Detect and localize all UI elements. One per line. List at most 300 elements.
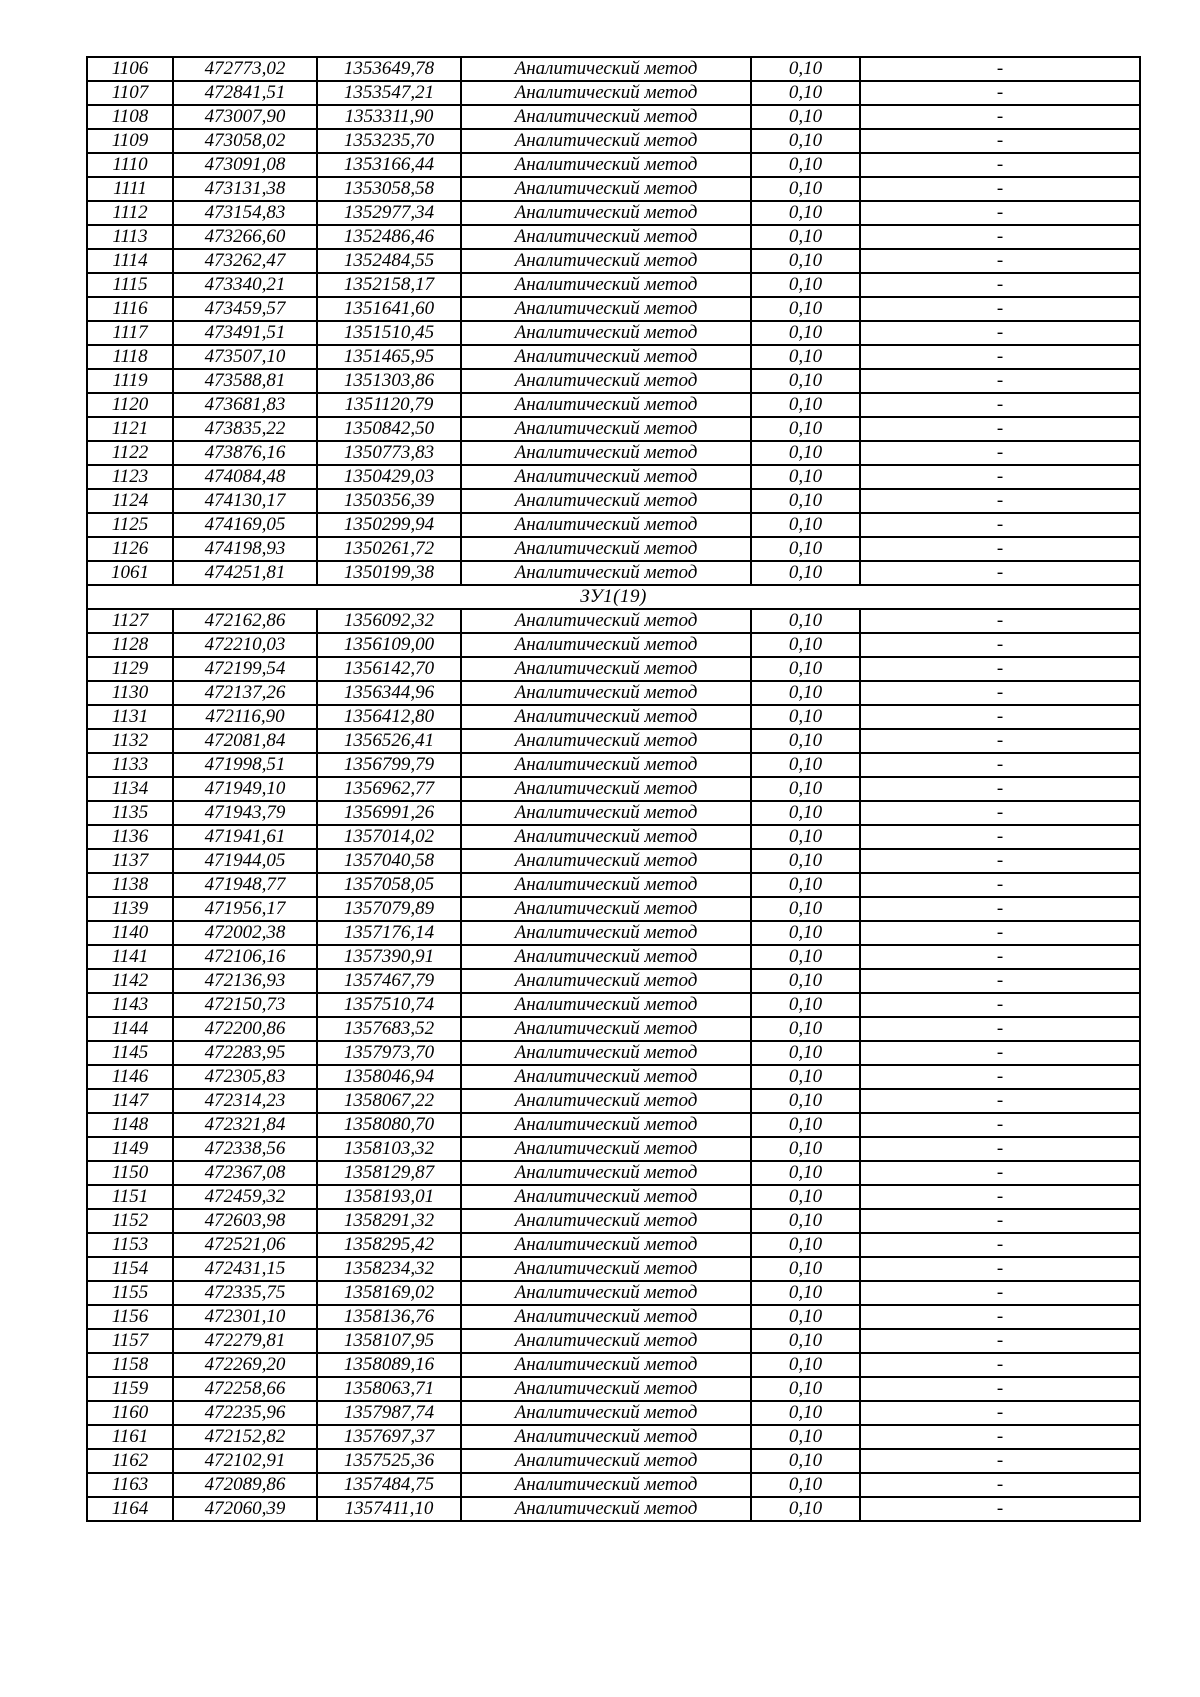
y-coordinate-cell: 1353649,78 xyxy=(317,57,461,81)
accuracy-cell: 0,10 xyxy=(751,249,860,273)
y-coordinate-cell: 1357697,37 xyxy=(317,1425,461,1449)
point-number-cell: 1117 xyxy=(87,321,173,345)
accuracy-cell: 0,10 xyxy=(751,105,860,129)
table-row xyxy=(87,729,1140,753)
description-cell: - xyxy=(860,1161,1140,1185)
table-row xyxy=(87,1353,1140,1377)
table-row xyxy=(87,633,1140,657)
method-cell: Аналитический метод xyxy=(461,393,751,417)
accuracy-cell: 0,10 xyxy=(751,393,860,417)
table-row xyxy=(87,369,1140,393)
y-coordinate-cell: 1358234,32 xyxy=(317,1257,461,1281)
point-number-cell: 1123 xyxy=(87,465,173,489)
point-number-cell: 1126 xyxy=(87,537,173,561)
accuracy-cell: 0,10 xyxy=(751,1041,860,1065)
description-cell: - xyxy=(860,369,1140,393)
y-coordinate-cell: 1353166,44 xyxy=(317,153,461,177)
x-coordinate-cell: 472162,86 xyxy=(173,609,317,633)
x-coordinate-cell: 472301,10 xyxy=(173,1305,317,1329)
table-row xyxy=(87,1377,1140,1401)
method-cell: Аналитический метод xyxy=(461,369,751,393)
y-coordinate-cell: 1353058,58 xyxy=(317,177,461,201)
table-row xyxy=(87,1401,1140,1425)
y-coordinate-cell: 1352486,46 xyxy=(317,225,461,249)
y-coordinate-cell: 1358107,95 xyxy=(317,1329,461,1353)
x-coordinate-cell: 472106,16 xyxy=(173,945,317,969)
point-number-cell: 1153 xyxy=(87,1233,173,1257)
method-cell: Аналитический метод xyxy=(461,1497,751,1521)
accuracy-cell: 0,10 xyxy=(751,777,860,801)
point-number-cell: 1140 xyxy=(87,921,173,945)
accuracy-cell: 0,10 xyxy=(751,1185,860,1209)
description-cell: - xyxy=(860,105,1140,129)
y-coordinate-cell: 1351120,79 xyxy=(317,393,461,417)
x-coordinate-cell: 473507,10 xyxy=(173,345,317,369)
x-coordinate-cell: 471998,51 xyxy=(173,753,317,777)
point-number-cell: 1156 xyxy=(87,1305,173,1329)
accuracy-cell: 0,10 xyxy=(751,1401,860,1425)
y-coordinate-cell: 1356092,32 xyxy=(317,609,461,633)
description-cell: - xyxy=(860,513,1140,537)
y-coordinate-cell: 1351641,60 xyxy=(317,297,461,321)
method-cell: Аналитический метод xyxy=(461,81,751,105)
point-number-cell: 1061 xyxy=(87,561,173,585)
y-coordinate-cell: 1353547,21 xyxy=(317,81,461,105)
y-coordinate-cell: 1358103,32 xyxy=(317,1137,461,1161)
description-cell: - xyxy=(860,753,1140,777)
method-cell: Аналитический метод xyxy=(461,993,751,1017)
method-cell: Аналитический метод xyxy=(461,201,751,225)
accuracy-cell: 0,10 xyxy=(751,1305,860,1329)
accuracy-cell: 0,10 xyxy=(751,1161,860,1185)
y-coordinate-cell: 1358129,87 xyxy=(317,1161,461,1185)
point-number-cell: 1147 xyxy=(87,1089,173,1113)
point-number-cell: 1122 xyxy=(87,441,173,465)
table-row xyxy=(87,681,1140,705)
section-header-row xyxy=(87,585,1140,609)
method-cell: Аналитический метод xyxy=(461,345,751,369)
accuracy-cell: 0,10 xyxy=(751,969,860,993)
description-cell: - xyxy=(860,81,1140,105)
point-number-cell: 1161 xyxy=(87,1425,173,1449)
description-cell: - xyxy=(860,1041,1140,1065)
x-coordinate-cell: 473262,47 xyxy=(173,249,317,273)
point-number-cell: 1118 xyxy=(87,345,173,369)
description-cell: - xyxy=(860,1089,1140,1113)
method-cell: Аналитический метод xyxy=(461,921,751,945)
table-row xyxy=(87,921,1140,945)
point-number-cell: 1107 xyxy=(87,81,173,105)
point-number-cell: 1162 xyxy=(87,1449,173,1473)
accuracy-cell: 0,10 xyxy=(751,1281,860,1305)
point-number-cell: 1121 xyxy=(87,417,173,441)
accuracy-cell: 0,10 xyxy=(751,633,860,657)
x-coordinate-cell: 472521,06 xyxy=(173,1233,317,1257)
y-coordinate-cell: 1358291,32 xyxy=(317,1209,461,1233)
x-coordinate-cell: 472841,51 xyxy=(173,81,317,105)
coordinates-table xyxy=(86,56,1141,1522)
y-coordinate-cell: 1351510,45 xyxy=(317,321,461,345)
description-cell: - xyxy=(860,1017,1140,1041)
method-cell: Аналитический метод xyxy=(461,633,751,657)
x-coordinate-cell: 471943,79 xyxy=(173,801,317,825)
description-cell: - xyxy=(860,273,1140,297)
table-row xyxy=(87,825,1140,849)
accuracy-cell: 0,10 xyxy=(751,297,860,321)
x-coordinate-cell: 472060,39 xyxy=(173,1497,317,1521)
method-cell: Аналитический метод xyxy=(461,1473,751,1497)
description-cell: - xyxy=(860,321,1140,345)
accuracy-cell: 0,10 xyxy=(751,729,860,753)
method-cell: Аналитический метод xyxy=(461,1041,751,1065)
y-coordinate-cell: 1350199,38 xyxy=(317,561,461,585)
table-row xyxy=(87,321,1140,345)
point-number-cell: 1112 xyxy=(87,201,173,225)
description-cell: - xyxy=(860,1449,1140,1473)
table-row xyxy=(87,1209,1140,1233)
table-row xyxy=(87,753,1140,777)
description-cell: - xyxy=(860,1377,1140,1401)
y-coordinate-cell: 1350429,03 xyxy=(317,465,461,489)
accuracy-cell: 0,10 xyxy=(751,489,860,513)
x-coordinate-cell: 472089,86 xyxy=(173,1473,317,1497)
x-coordinate-cell: 472258,66 xyxy=(173,1377,317,1401)
accuracy-cell: 0,10 xyxy=(751,465,860,489)
description-cell: - xyxy=(860,897,1140,921)
x-coordinate-cell: 473091,08 xyxy=(173,153,317,177)
y-coordinate-cell: 1357525,36 xyxy=(317,1449,461,1473)
x-coordinate-cell: 473681,83 xyxy=(173,393,317,417)
method-cell: Аналитический метод xyxy=(461,417,751,441)
table-row xyxy=(87,1017,1140,1041)
accuracy-cell: 0,10 xyxy=(751,153,860,177)
method-cell: Аналитический метод xyxy=(461,321,751,345)
table-row xyxy=(87,1065,1140,1089)
accuracy-cell: 0,10 xyxy=(751,705,860,729)
y-coordinate-cell: 1350299,94 xyxy=(317,513,461,537)
description-cell: - xyxy=(860,465,1140,489)
method-cell: Аналитический метод xyxy=(461,1209,751,1233)
description-cell: - xyxy=(860,1473,1140,1497)
y-coordinate-cell: 1356962,77 xyxy=(317,777,461,801)
x-coordinate-cell: 472150,73 xyxy=(173,993,317,1017)
x-coordinate-cell: 472431,15 xyxy=(173,1257,317,1281)
accuracy-cell: 0,10 xyxy=(751,81,860,105)
y-coordinate-cell: 1357510,74 xyxy=(317,993,461,1017)
accuracy-cell: 0,10 xyxy=(751,1113,860,1137)
description-cell: - xyxy=(860,969,1140,993)
method-cell: Аналитический метод xyxy=(461,1089,751,1113)
point-number-cell: 1124 xyxy=(87,489,173,513)
y-coordinate-cell: 1352158,17 xyxy=(317,273,461,297)
description-cell: - xyxy=(860,849,1140,873)
accuracy-cell: 0,10 xyxy=(751,873,860,897)
point-number-cell: 1139 xyxy=(87,897,173,921)
description-cell: - xyxy=(860,1257,1140,1281)
x-coordinate-cell: 472081,84 xyxy=(173,729,317,753)
description-cell: - xyxy=(860,1497,1140,1521)
method-cell: Аналитический метод xyxy=(461,489,751,513)
table-row xyxy=(87,705,1140,729)
accuracy-cell: 0,10 xyxy=(751,825,860,849)
table-row xyxy=(87,1089,1140,1113)
accuracy-cell: 0,10 xyxy=(751,513,860,537)
x-coordinate-cell: 472152,82 xyxy=(173,1425,317,1449)
table-row xyxy=(87,1257,1140,1281)
y-coordinate-cell: 1350842,50 xyxy=(317,417,461,441)
x-coordinate-cell: 474169,05 xyxy=(173,513,317,537)
y-coordinate-cell: 1350261,72 xyxy=(317,537,461,561)
x-coordinate-cell: 472102,91 xyxy=(173,1449,317,1473)
description-cell: - xyxy=(860,777,1140,801)
x-coordinate-cell: 471941,61 xyxy=(173,825,317,849)
accuracy-cell: 0,10 xyxy=(751,561,860,585)
table-row xyxy=(87,1185,1140,1209)
x-coordinate-cell: 472314,23 xyxy=(173,1089,317,1113)
table-row xyxy=(87,441,1140,465)
y-coordinate-cell: 1351303,86 xyxy=(317,369,461,393)
table-row xyxy=(87,273,1140,297)
table-row xyxy=(87,897,1140,921)
point-number-cell: 1160 xyxy=(87,1401,173,1425)
table-row xyxy=(87,1425,1140,1449)
table-row xyxy=(87,1473,1140,1497)
table-row xyxy=(87,417,1140,441)
method-cell: Аналитический метод xyxy=(461,1233,751,1257)
y-coordinate-cell: 1357987,74 xyxy=(317,1401,461,1425)
point-number-cell: 1125 xyxy=(87,513,173,537)
method-cell: Аналитический метод xyxy=(461,273,751,297)
point-number-cell: 1157 xyxy=(87,1329,173,1353)
x-coordinate-cell: 473340,21 xyxy=(173,273,317,297)
accuracy-cell: 0,10 xyxy=(751,1233,860,1257)
y-coordinate-cell: 1357058,05 xyxy=(317,873,461,897)
method-cell: Аналитический метод xyxy=(461,849,751,873)
accuracy-cell: 0,10 xyxy=(751,273,860,297)
point-number-cell: 1163 xyxy=(87,1473,173,1497)
y-coordinate-cell: 1353235,70 xyxy=(317,129,461,153)
table-row xyxy=(87,201,1140,225)
section-title: ЗУ1(19) xyxy=(87,585,1140,609)
accuracy-cell: 0,10 xyxy=(751,849,860,873)
y-coordinate-cell: 1357411,10 xyxy=(317,1497,461,1521)
description-cell: - xyxy=(860,1065,1140,1089)
description-cell: - xyxy=(860,633,1140,657)
accuracy-cell: 0,10 xyxy=(751,1137,860,1161)
y-coordinate-cell: 1356109,00 xyxy=(317,633,461,657)
description-cell: - xyxy=(860,1113,1140,1137)
point-number-cell: 1131 xyxy=(87,705,173,729)
x-coordinate-cell: 472269,20 xyxy=(173,1353,317,1377)
description-cell: - xyxy=(860,297,1140,321)
table-row xyxy=(87,489,1140,513)
point-number-cell: 1120 xyxy=(87,393,173,417)
point-number-cell: 1133 xyxy=(87,753,173,777)
accuracy-cell: 0,10 xyxy=(751,345,860,369)
description-cell: - xyxy=(860,537,1140,561)
x-coordinate-cell: 473131,38 xyxy=(173,177,317,201)
y-coordinate-cell: 1357040,58 xyxy=(317,849,461,873)
table-row xyxy=(87,1497,1140,1521)
method-cell: Аналитический метод xyxy=(461,225,751,249)
point-number-cell: 1109 xyxy=(87,129,173,153)
point-number-cell: 1158 xyxy=(87,1353,173,1377)
point-number-cell: 1111 xyxy=(87,177,173,201)
y-coordinate-cell: 1358067,22 xyxy=(317,1089,461,1113)
point-number-cell: 1116 xyxy=(87,297,173,321)
accuracy-cell: 0,10 xyxy=(751,1425,860,1449)
x-coordinate-cell: 471949,10 xyxy=(173,777,317,801)
y-coordinate-cell: 1357390,91 xyxy=(317,945,461,969)
accuracy-cell: 0,10 xyxy=(751,1017,860,1041)
y-coordinate-cell: 1356412,80 xyxy=(317,705,461,729)
description-cell: - xyxy=(860,921,1140,945)
method-cell: Аналитический метод xyxy=(461,609,751,633)
y-coordinate-cell: 1350773,83 xyxy=(317,441,461,465)
method-cell: Аналитический метод xyxy=(461,729,751,753)
method-cell: Аналитический метод xyxy=(461,297,751,321)
x-coordinate-cell: 474084,48 xyxy=(173,465,317,489)
x-coordinate-cell: 472321,84 xyxy=(173,1113,317,1137)
description-cell: - xyxy=(860,441,1140,465)
table-row xyxy=(87,777,1140,801)
x-coordinate-cell: 472283,95 xyxy=(173,1041,317,1065)
table-row xyxy=(87,57,1140,81)
point-number-cell: 1136 xyxy=(87,825,173,849)
accuracy-cell: 0,10 xyxy=(751,657,860,681)
x-coordinate-cell: 472200,86 xyxy=(173,1017,317,1041)
table-row xyxy=(87,465,1140,489)
method-cell: Аналитический метод xyxy=(461,681,751,705)
x-coordinate-cell: 473266,60 xyxy=(173,225,317,249)
accuracy-cell: 0,10 xyxy=(751,225,860,249)
y-coordinate-cell: 1357683,52 xyxy=(317,1017,461,1041)
accuracy-cell: 0,10 xyxy=(751,177,860,201)
method-cell: Аналитический метод xyxy=(461,1017,751,1041)
method-cell: Аналитический метод xyxy=(461,1137,751,1161)
point-number-cell: 1127 xyxy=(87,609,173,633)
accuracy-cell: 0,10 xyxy=(751,321,860,345)
method-cell: Аналитический метод xyxy=(461,1425,751,1449)
description-cell: - xyxy=(860,1353,1140,1377)
table-row xyxy=(87,513,1140,537)
accuracy-cell: 0,10 xyxy=(751,1089,860,1113)
method-cell: Аналитический метод xyxy=(461,1065,751,1089)
method-cell: Аналитический метод xyxy=(461,561,751,585)
accuracy-cell: 0,10 xyxy=(751,1497,860,1521)
description-cell: - xyxy=(860,873,1140,897)
method-cell: Аналитический метод xyxy=(461,1257,751,1281)
description-cell: - xyxy=(860,201,1140,225)
x-coordinate-cell: 472136,93 xyxy=(173,969,317,993)
x-coordinate-cell: 472338,56 xyxy=(173,1137,317,1161)
accuracy-cell: 0,10 xyxy=(751,1257,860,1281)
point-number-cell: 1128 xyxy=(87,633,173,657)
y-coordinate-cell: 1357973,70 xyxy=(317,1041,461,1065)
point-number-cell: 1155 xyxy=(87,1281,173,1305)
description-cell: - xyxy=(860,1233,1140,1257)
x-coordinate-cell: 472002,38 xyxy=(173,921,317,945)
point-number-cell: 1130 xyxy=(87,681,173,705)
y-coordinate-cell: 1358080,70 xyxy=(317,1113,461,1137)
accuracy-cell: 0,10 xyxy=(751,1209,860,1233)
x-coordinate-cell: 472210,03 xyxy=(173,633,317,657)
table-row xyxy=(87,993,1140,1017)
point-number-cell: 1135 xyxy=(87,801,173,825)
y-coordinate-cell: 1353311,90 xyxy=(317,105,461,129)
description-cell: - xyxy=(860,249,1140,273)
y-coordinate-cell: 1358089,16 xyxy=(317,1353,461,1377)
table-row xyxy=(87,1137,1140,1161)
point-number-cell: 1113 xyxy=(87,225,173,249)
method-cell: Аналитический метод xyxy=(461,1449,751,1473)
description-cell: - xyxy=(860,57,1140,81)
accuracy-cell: 0,10 xyxy=(751,369,860,393)
x-coordinate-cell: 471948,77 xyxy=(173,873,317,897)
x-coordinate-cell: 474198,93 xyxy=(173,537,317,561)
x-coordinate-cell: 473835,22 xyxy=(173,417,317,441)
point-number-cell: 1144 xyxy=(87,1017,173,1041)
table-row xyxy=(87,873,1140,897)
description-cell: - xyxy=(860,1401,1140,1425)
table-row xyxy=(87,1281,1140,1305)
accuracy-cell: 0,10 xyxy=(751,441,860,465)
description-cell: - xyxy=(860,657,1140,681)
method-cell: Аналитический метод xyxy=(461,177,751,201)
y-coordinate-cell: 1358063,71 xyxy=(317,1377,461,1401)
method-cell: Аналитический метод xyxy=(461,1329,751,1353)
y-coordinate-cell: 1357014,02 xyxy=(317,825,461,849)
point-number-cell: 1149 xyxy=(87,1137,173,1161)
x-coordinate-cell: 471944,05 xyxy=(173,849,317,873)
y-coordinate-cell: 1352484,55 xyxy=(317,249,461,273)
table-row xyxy=(87,153,1140,177)
accuracy-cell: 0,10 xyxy=(751,201,860,225)
y-coordinate-cell: 1356344,96 xyxy=(317,681,461,705)
y-coordinate-cell: 1356526,41 xyxy=(317,729,461,753)
description-cell: - xyxy=(860,129,1140,153)
point-number-cell: 1141 xyxy=(87,945,173,969)
x-coordinate-cell: 472279,81 xyxy=(173,1329,317,1353)
x-coordinate-cell: 472116,90 xyxy=(173,705,317,729)
table-row xyxy=(87,1041,1140,1065)
table-row xyxy=(87,609,1140,633)
description-cell: - xyxy=(860,825,1140,849)
method-cell: Аналитический метод xyxy=(461,537,751,561)
method-cell: Аналитический метод xyxy=(461,873,751,897)
accuracy-cell: 0,10 xyxy=(751,1473,860,1497)
point-number-cell: 1154 xyxy=(87,1257,173,1281)
accuracy-cell: 0,10 xyxy=(751,921,860,945)
accuracy-cell: 0,10 xyxy=(751,993,860,1017)
method-cell: Аналитический метод xyxy=(461,129,751,153)
x-coordinate-cell: 472137,26 xyxy=(173,681,317,705)
point-number-cell: 1114 xyxy=(87,249,173,273)
table-row xyxy=(87,129,1140,153)
accuracy-cell: 0,10 xyxy=(751,945,860,969)
table-row xyxy=(87,537,1140,561)
accuracy-cell: 0,10 xyxy=(751,57,860,81)
x-coordinate-cell: 472773,02 xyxy=(173,57,317,81)
description-cell: - xyxy=(860,1185,1140,1209)
description-cell: - xyxy=(860,1305,1140,1329)
y-coordinate-cell: 1358169,02 xyxy=(317,1281,461,1305)
method-cell: Аналитический метод xyxy=(461,1305,751,1329)
method-cell: Аналитический метод xyxy=(461,153,751,177)
y-coordinate-cell: 1351465,95 xyxy=(317,345,461,369)
method-cell: Аналитический метод xyxy=(461,801,751,825)
description-cell: - xyxy=(860,1281,1140,1305)
